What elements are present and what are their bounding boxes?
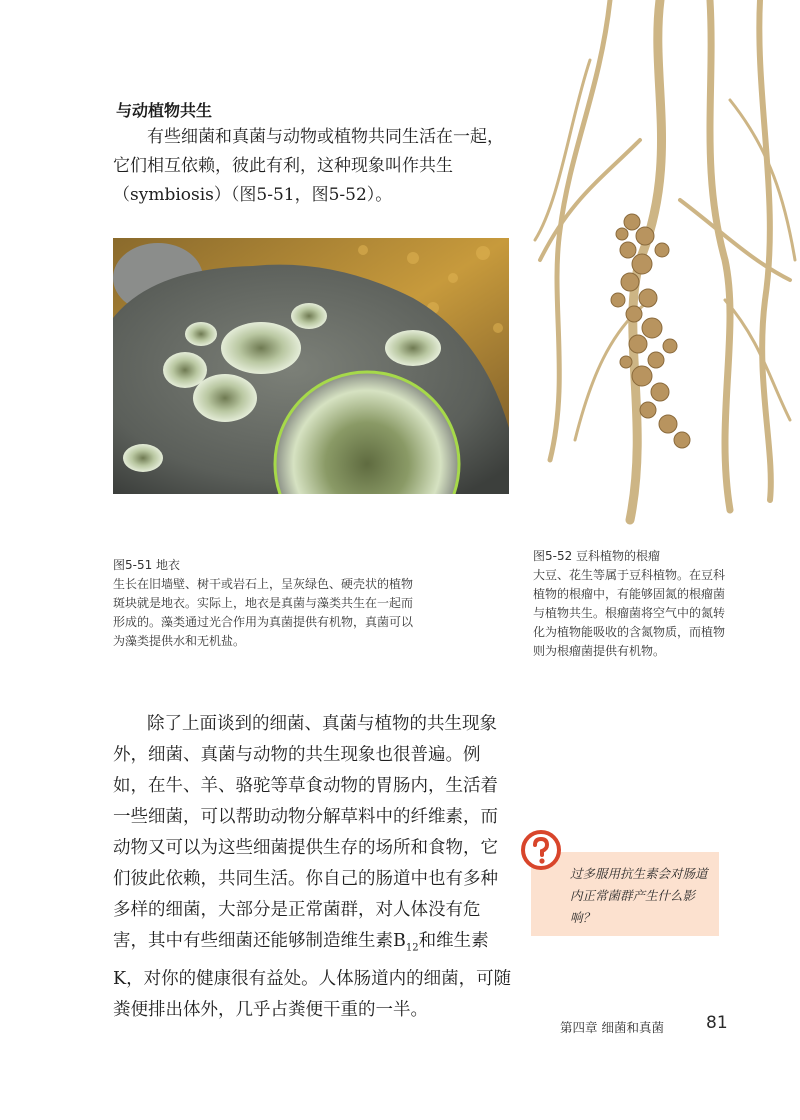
intro-paragraph-text: 有些细菌和真菌与动物或植物共同生活在一起，它们相互依赖，彼此有利，这种现象叫作共生（symbiosis）（图5-51，图5-52）。 (113, 127, 504, 205)
section-title: 与动植物共生 (116, 101, 213, 120)
intro-paragraph (113, 123, 513, 210)
figure-5-52-caption: 大豆、花生等属于豆科植物。在豆科植物的根瘤中，有能够固氮的根瘤菌与植物共生。根瘤菌将空气中的氮转化为植物能吸收的含氮物质，而植物则为根瘤菌提供有机物。 (533, 568, 726, 658)
question-text: 过多服用抗生素会对肠道内正常菌群产生什么影响？ (570, 866, 708, 925)
figure-5-52-title: 图5-52 豆科植物的根瘤 (533, 549, 661, 563)
question-mark-icon (521, 830, 561, 870)
figure-5-51-title: 图5-51 地衣 (113, 558, 181, 572)
chapter-footer: 第四章 细菌和真菌 (560, 1020, 664, 1035)
lichen-photo (113, 238, 509, 494)
root-nodules-photo (530, 0, 800, 530)
page-number: 81 (706, 1013, 728, 1033)
vitamin-subscript: 12 (405, 942, 419, 954)
body-paragraph-text-b: 和维生素K，对你的健康很有益处。人体肠道内的细菌，可随粪便排出体外，几乎占粪便干重的一半。 (113, 931, 512, 1020)
figure-5-51-caption: 生长在旧墙壁、树干或岩石上，呈灰绿色、硬壳状的植物斑块就是地衣。实际上，地衣是真菌与藻类共生在一起而形成的。藻类通过光合作用为真菌提供有机物，真菌可以为藻类提供水和无机盐。 (113, 577, 414, 648)
body-paragraph (113, 709, 513, 1026)
body-paragraph-text-a: 除了上面谈到的细菌、真菌与植物的共生现象外，细菌、真菌与动物的共生现象也很普遍。例如，在牛、羊、骆驼等草食动物的胃肠内，生活着一些细菌，可以帮助动物分解草料中的纤维素，而动物又可以为这些细菌提供生存的场所和食物，它们彼此依赖，共同生活。你自己的肠道中也有多种多样的细菌，大部分是正常菌群，对人体没有危害，其中有些细菌还能够制造维生素B (113, 714, 498, 951)
